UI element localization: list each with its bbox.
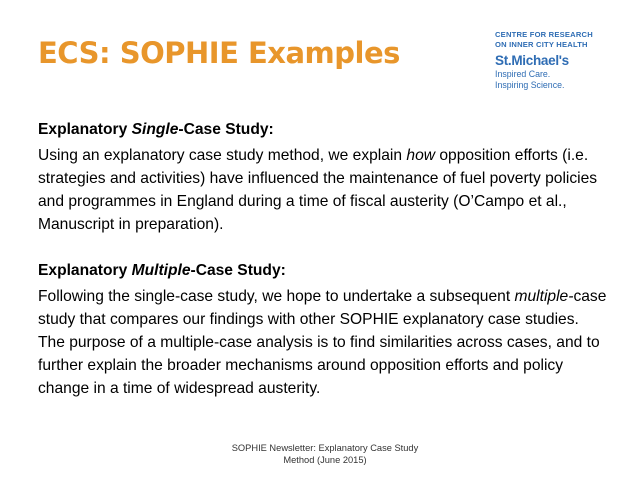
logo-tagline-1: Inspired Care. [495,69,551,79]
single-case-paragraph: Using an explanatory case study method, we explain how opposition efforts (i.e. strategies and activities) have influenced the maintenance of fuel poverty policies and programmes in England during a time of fiscal austerity (O’Campo et al., Manuscript in preparation). [38,147,598,233]
logo-centre-line: CENTRE FOR RESEARCH [495,30,593,39]
section-spacer [38,236,608,259]
multiple-case-heading: Explanatory Multiple-Case Study: [38,262,286,279]
footer-line-2: Method (June 2015) [283,454,367,465]
st-michaels-logo [495,30,620,110]
slide-body [38,118,608,400]
logo-tagline-2: Inspiring Science. [495,79,565,90]
single-case-heading: Explanatory Single-Case Study: [38,121,274,138]
logo-brand-name: St.Michael's [495,53,569,68]
logo-inner-city-line: ON INNER CITY HEALTH [495,40,588,49]
slide-title: ECS: SOPHIE Examples [38,36,400,70]
multiple-case-paragraph: Following the single-case study, we hope to undertake a subsequent multiple-case study that compares our findings with other SOPHIE explanatory case studies. The purpose of a multiple-case analysis is to find similarities across cases, and to further explain the broader mechanisms around opposition efforts and policy change in a time of widespread austerity. [38,288,607,397]
footer-line-1: SOPHIE Newsletter: Explanatory Case Study [231,443,419,453]
slide-footer [220,443,430,466]
